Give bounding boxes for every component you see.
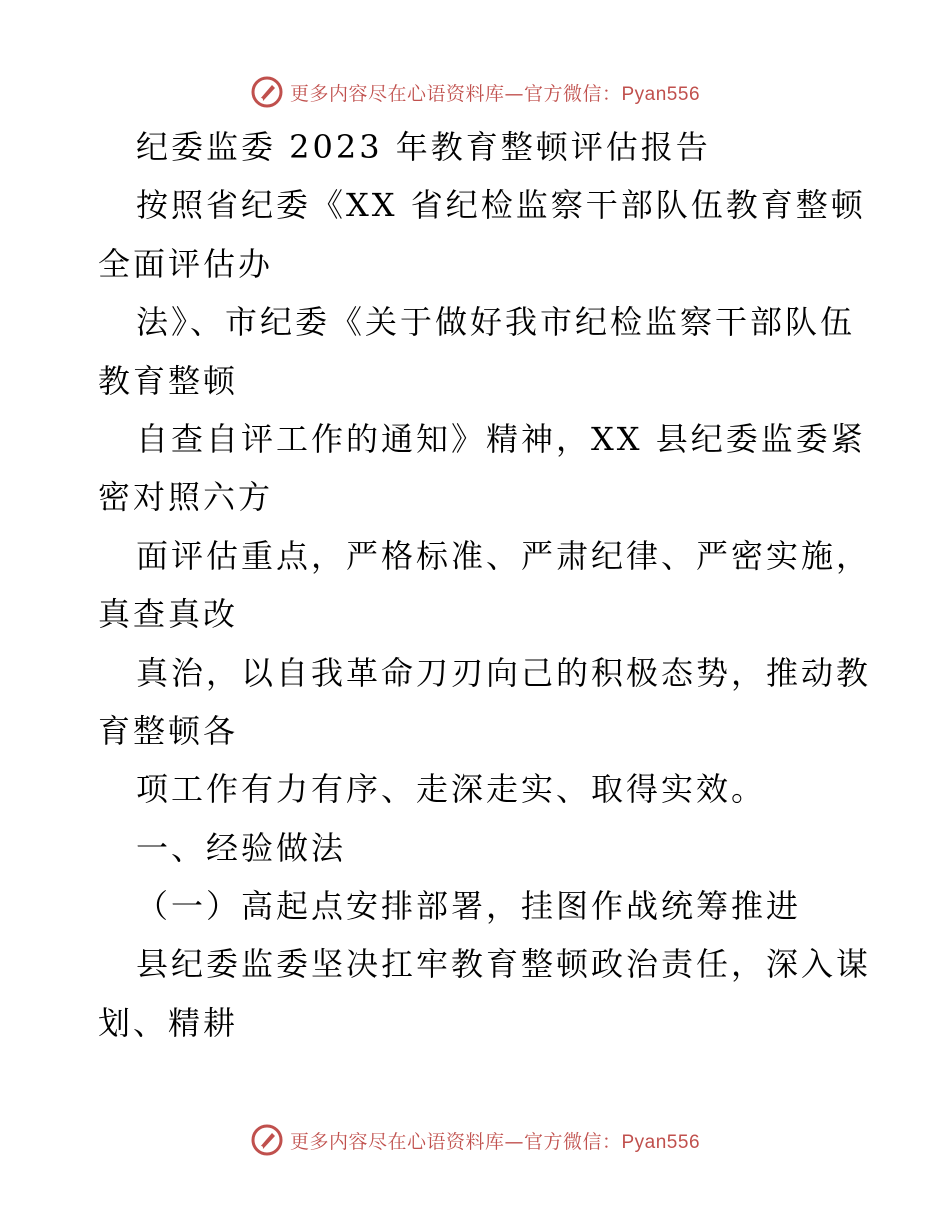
header-watermark	[0, 72, 950, 112]
document-title: 纪委监委 2023 年教育整顿评估报告	[136, 128, 711, 166]
paragraph-line: 法》、市纪委《关于做好我市纪检监察干部队伍	[136, 303, 856, 342]
paragraph-line: 面评估重点，严格标准、严肃纪律、严密实施，	[136, 536, 872, 575]
paragraph-line: 按照省纪委《XX 省纪检监察干部队伍教育整顿	[136, 186, 866, 225]
paragraph-line: 真治，以自我革命刀刃向己的积极态势，推动教	[136, 653, 872, 692]
paragraph-line: 县纪委监委坚决扛牢教育整顿政治责任，深入谋	[136, 945, 872, 984]
paragraph-line: 密对照六方	[98, 478, 274, 517]
paragraph-line: 划、精耕	[98, 1003, 239, 1042]
paragraph-line: 教育整顿	[98, 361, 239, 400]
wechat-id: Pyan556	[621, 1131, 701, 1153]
footer-watermark	[0, 1120, 950, 1160]
wechat-id: Pyan556	[621, 83, 701, 105]
pen-nib-logo-icon	[250, 1123, 284, 1157]
paragraph-line: 真查真改	[98, 595, 239, 634]
subsection-heading: （一）高起点安排部署，挂图作战统筹推进	[136, 887, 802, 926]
pen-nib-logo-icon	[250, 75, 284, 109]
watermark-text: 更多内容尽在心语资料库—官方微信：Pyan556	[289, 82, 701, 105]
paragraph-line: 全面评估办	[98, 244, 274, 283]
paragraph-line: 项工作有力有序、走深走实、取得实效。	[136, 770, 767, 809]
section-heading: 一、经验做法	[136, 828, 347, 867]
watermark-text: 更多内容尽在心语资料库—官方微信：Pyan556	[289, 1130, 701, 1153]
paragraph-line: 自查自评工作的通知》精神，XX 县纪委监委紧	[136, 419, 866, 458]
document-body	[98, 118, 872, 1052]
paragraph-line: 育整顿各	[98, 711, 239, 750]
